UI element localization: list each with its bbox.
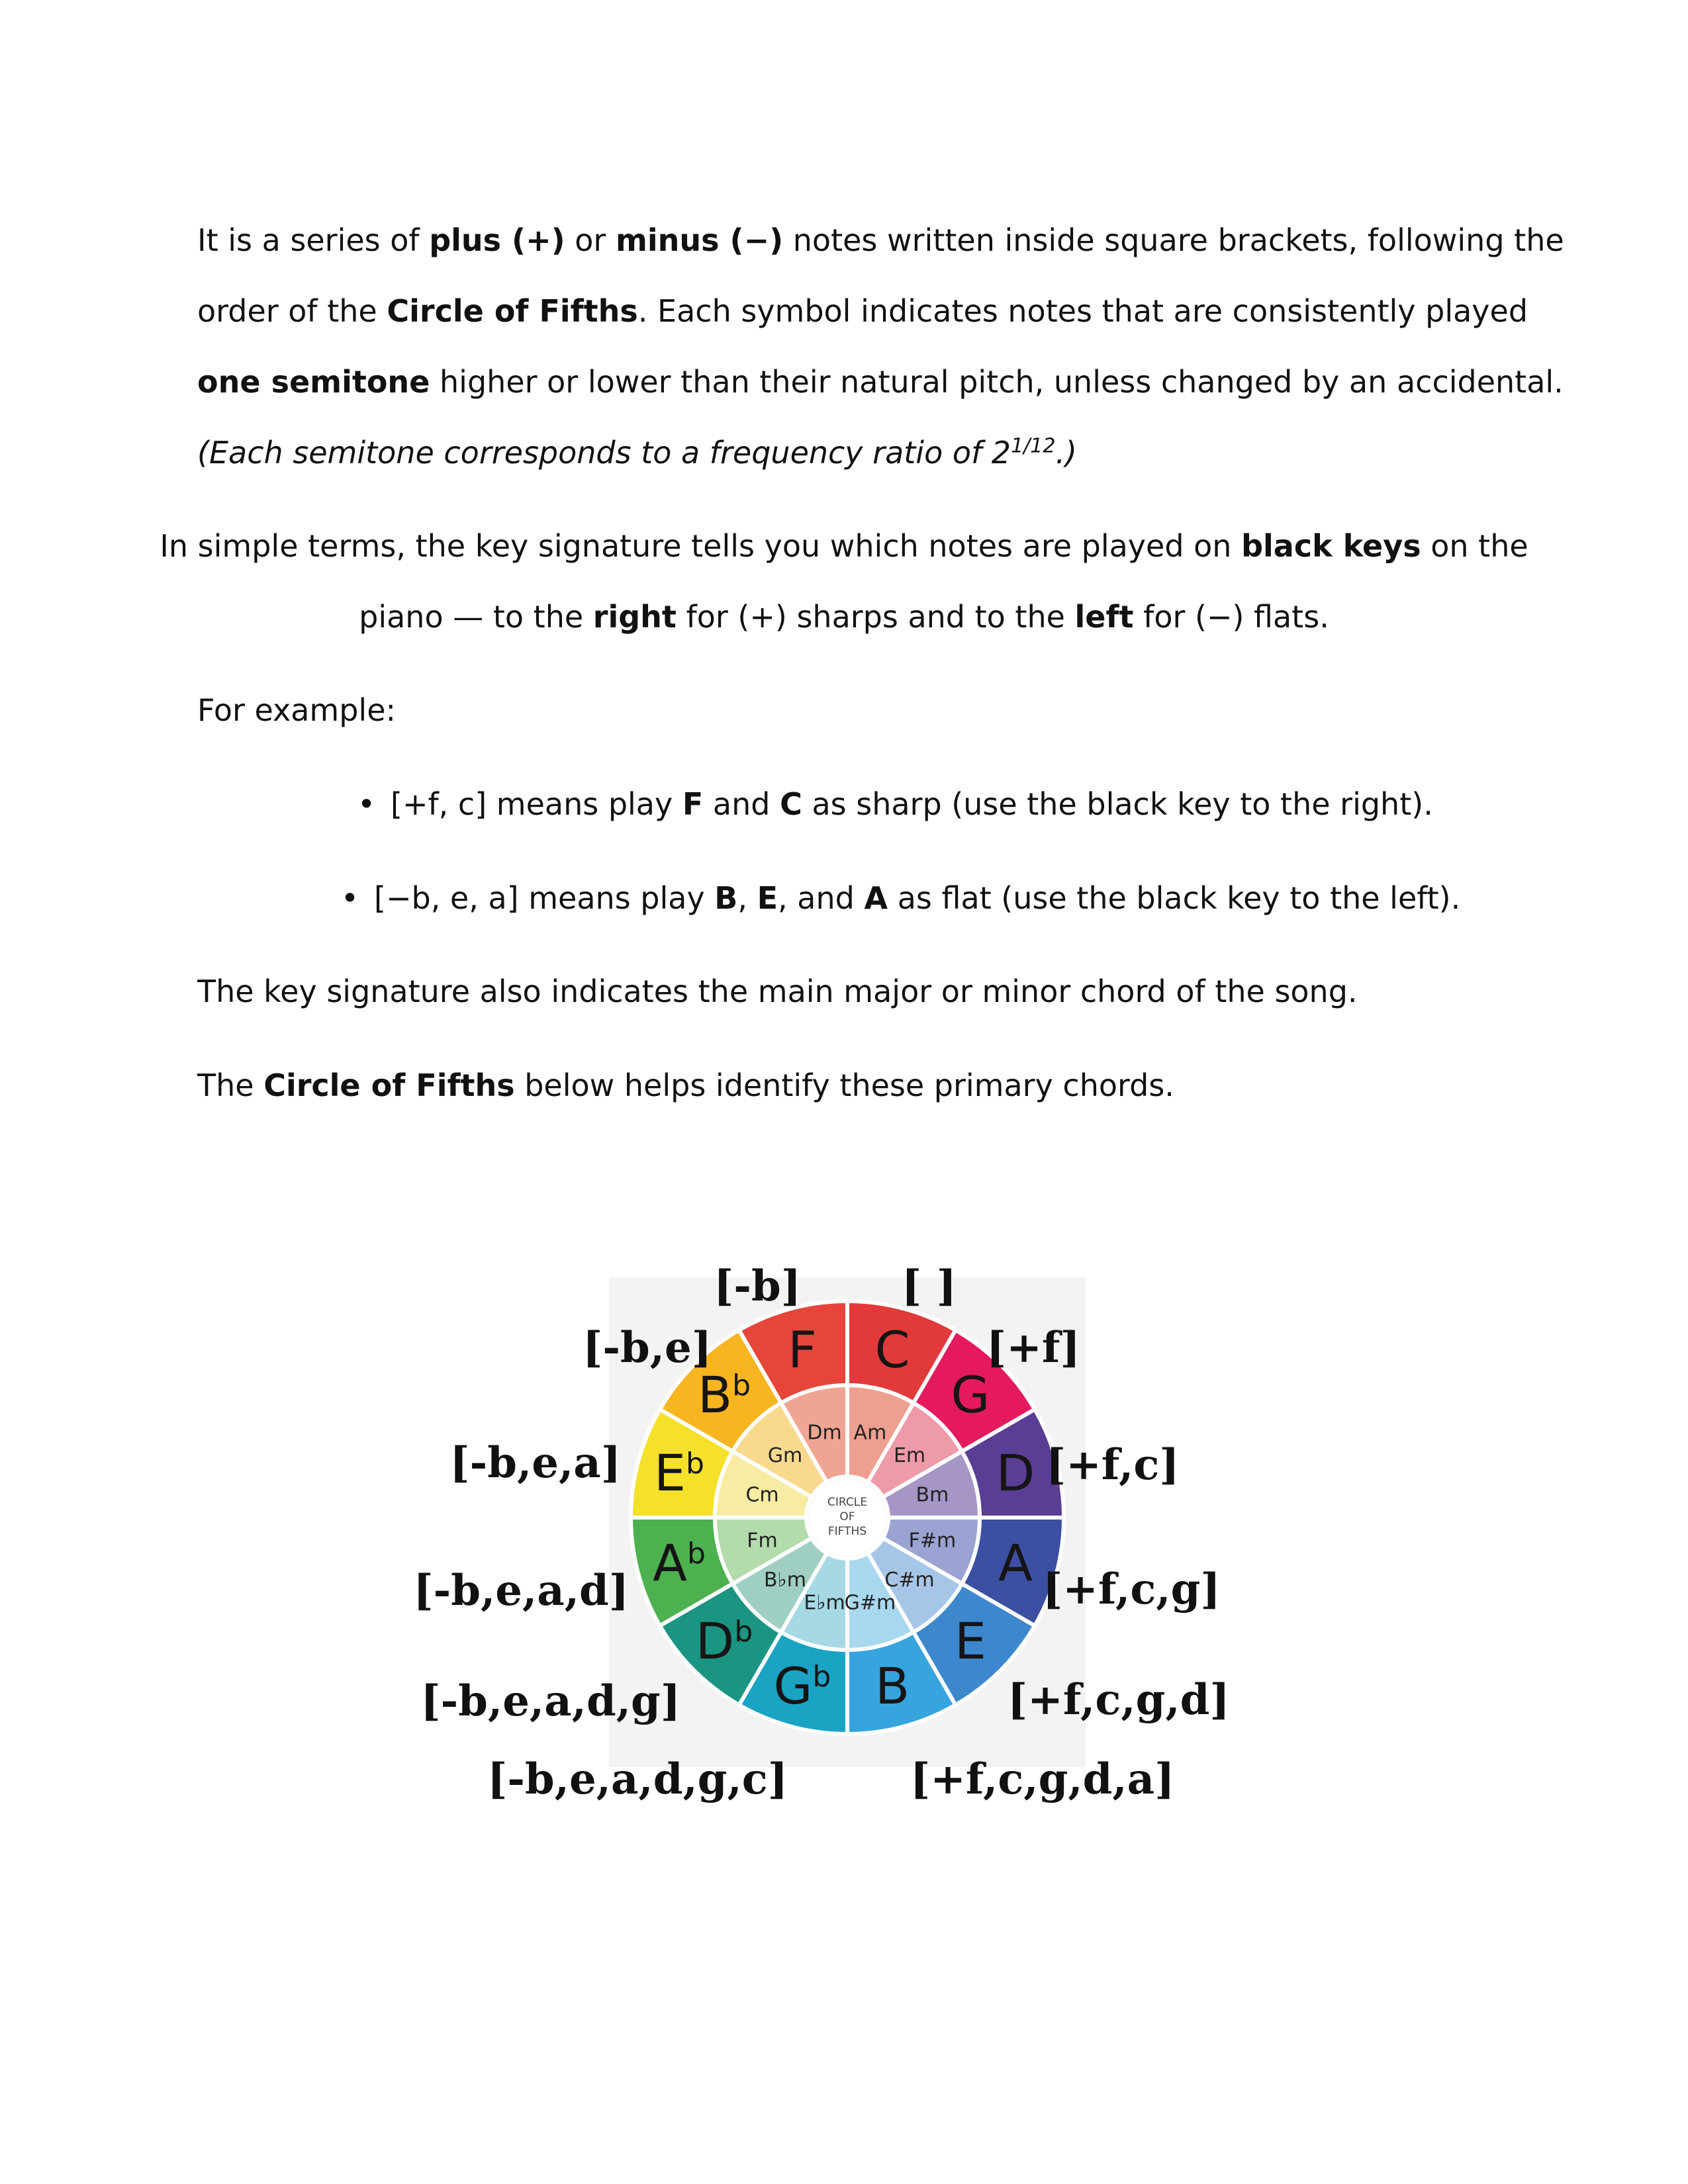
flat-accidental: b [812,1660,831,1694]
bullet-dot: • [357,786,376,822]
flat-accidental: b [732,1369,751,1403]
circle-of-fifths-figure [410,1244,1284,1813]
text: [−b, e, a] means play [374,880,715,916]
paragraph-2-line-1 [0,526,1688,566]
key-signature-label: [+f,c,g] [1043,1565,1221,1614]
text: It is a series of [197,222,430,258]
paragraph-4 [197,1066,1174,1105]
center-label: OF [839,1510,855,1524]
bold-term-circle-of-fifths: Circle of Fifths [263,1068,515,1103]
major-key-label: B [874,1657,910,1716]
minor-key-label: Cm [745,1483,779,1507]
text: , [737,880,757,916]
flat-accidental: b [686,1446,704,1480]
paragraph-1-line-3 [197,362,1564,402]
minor-key-label: F#m [908,1529,957,1553]
minor-key-label: G#m [844,1591,896,1615]
circle-of-fifths-wheel [410,1244,1284,1813]
minor-key-label: Gm [767,1443,803,1467]
bold-term-minus: minus (−) [615,222,784,258]
bold-term-circle-of-fifths: Circle of Fifths [387,293,638,329]
major-key-label: E [954,1611,986,1670]
bold-term-plus: plus (+) [429,222,565,258]
superscript-exponent: 1/12 [1011,434,1056,458]
minor-key-label: Fm [747,1529,778,1553]
text: or [565,222,616,258]
minor-key-label: C#m [884,1569,935,1592]
key-signature-label: [-b,e,a,d,g,c] [487,1754,788,1804]
key-signature-label: [-b,e,a,d,g] [420,1676,680,1726]
paragraph-2-line-2 [0,597,1688,637]
example-intro: For example: [197,692,396,728]
bold-note: E [757,880,778,916]
major-key-label: $B^b$ [697,1365,751,1425]
bold-term-black-keys: black keys [1241,528,1421,564]
text: higher or lower than their natural pitch, unless changed by an accidental. [430,364,1564,400]
key-signature-label: [-b,e,a] [449,1438,621,1488]
minor-key-label: E♭m [804,1591,845,1615]
major-key-label: $A^b$ [652,1533,706,1593]
bullet-dot: • [341,880,359,916]
text: on the [1421,528,1528,564]
key-signature-label: [-b,e,a,d] [413,1566,629,1615]
major-key-label: D [996,1443,1035,1502]
text: below helps identify these primary chords. [514,1068,1174,1103]
text: for (+) sharps and to the [676,599,1075,635]
major-key-label: $G^b$ [773,1657,831,1716]
key-signature-label: [+f,c] [1046,1440,1180,1490]
text: (Each semitone corresponds to a frequency ratio of 2 [197,435,1011,471]
text: order of the [197,293,387,329]
text: .) [1055,435,1078,471]
minor-key-label: B♭m [763,1569,806,1592]
center-label: FIFTHS [827,1525,867,1538]
key-signature-label: [+f,c,g,d] [1008,1675,1230,1725]
text: and [703,786,780,822]
major-key-label: F [788,1320,817,1379]
major-key-label: $E^b$ [653,1443,704,1502]
major-key-label: A [998,1533,1033,1593]
text: [+f, c] means play [391,786,682,822]
key-signature-label: [+f] [986,1323,1080,1373]
paragraph-3: The key signature also indicates the main major or minor chord of the song. [197,974,1358,1009]
text: as flat (use the black key to the left). [888,880,1461,916]
major-key-label: G [951,1365,990,1425]
key-signature-label: [ ] [902,1261,957,1311]
paragraph-1-line-1 [197,220,1564,260]
key-signature-label: [-b] [714,1261,801,1311]
paragraph-1-line-2 [197,291,1528,331]
text: notes written inside square brackets, following the [783,222,1564,258]
bold-note: A [864,880,888,916]
minor-key-label: Dm [807,1421,842,1445]
bullet-item-flats [341,878,1460,918]
major-key-label: $D^b$ [695,1611,753,1670]
bold-note: F [682,786,704,822]
paragraph-1-line-4-italic-note [197,433,1077,473]
bold-term-left: left [1074,599,1134,635]
key-signature-label: [+f,c,g,d,a] [910,1754,1175,1804]
minor-key-label: Am [853,1421,887,1445]
text: for (−) flats. [1133,599,1329,635]
bold-term-one-semitone: one semitone [197,364,430,400]
text: The [197,1068,264,1103]
bold-note: B [714,880,738,916]
text: , and [778,880,865,916]
flat-accidental: b [686,1537,706,1571]
flat-accidental: b [734,1614,753,1649]
bullet-item-sharps [357,784,1433,824]
text: . Each symbol indicates notes that are consistently played [637,293,1528,329]
minor-key-label: Bm [915,1483,949,1507]
text: In simple terms, the key signature tells you which notes are played on [160,528,1242,564]
bold-term-right: right [592,599,677,635]
key-signature-label: [-b,e] [583,1323,712,1373]
text: piano — to the [359,599,593,635]
center-label: CIRCLE [827,1496,867,1509]
bold-note: C [780,786,802,822]
text: as sharp (use the black key to the right). [802,786,1433,822]
minor-key-label: Em [893,1443,926,1467]
major-key-label: C [874,1320,910,1379]
